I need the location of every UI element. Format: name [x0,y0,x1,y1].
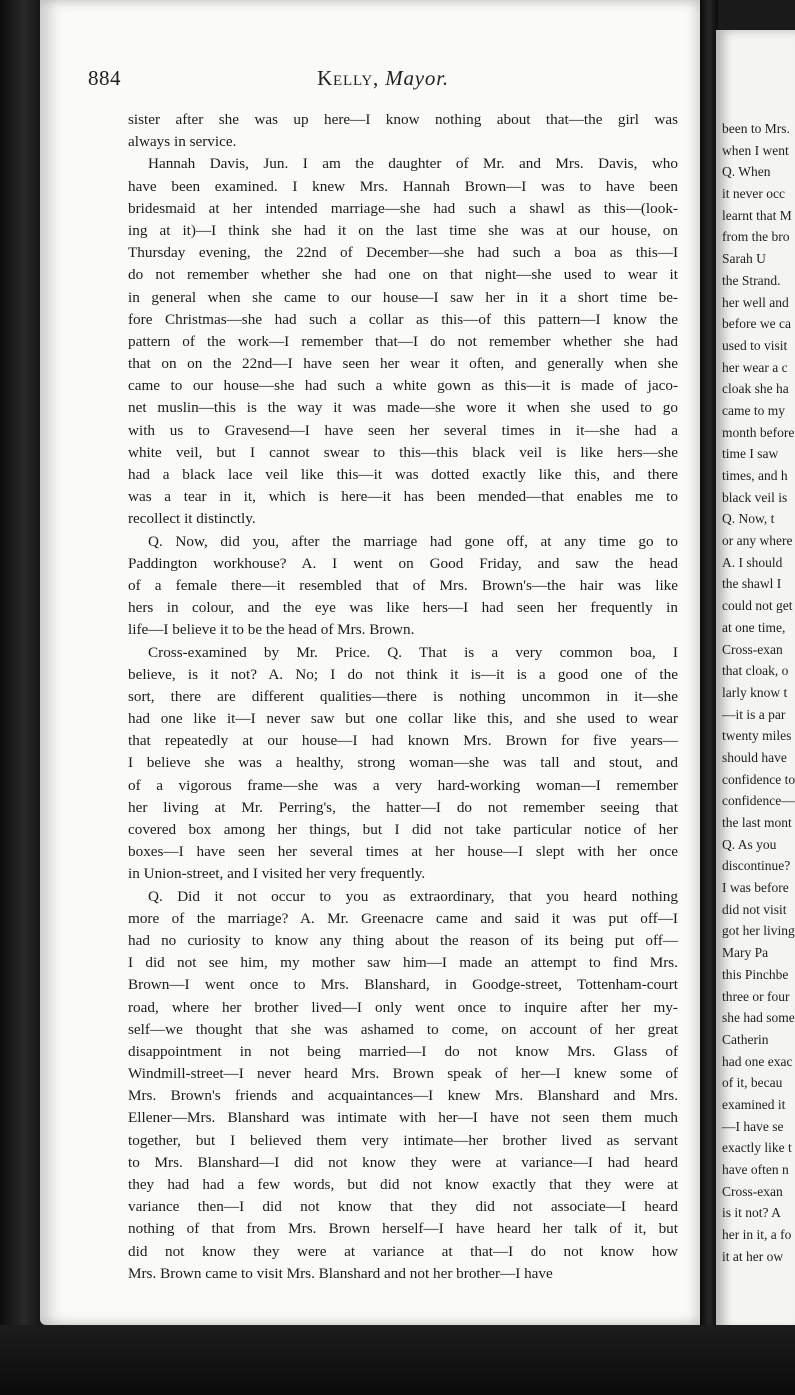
text-line: that on on the 22nd—I have seen her wear it often, and generally when she [128,355,678,373]
text-line: from the bro [722,229,790,245]
text-line: been to Mrs. [722,121,790,136]
text-line: to Mrs. Blanshard—I did not know they were at variance—I had heard [128,1153,678,1171]
text-line: —it is a par [722,706,786,722]
text-line: her living at Mr. Perring's, the hatter—I do not remember seeing that [128,798,678,816]
text-line: Cross-examined by Mr. Price. Q. That is a very common boa, I [148,643,678,661]
text-line: have been examined. I knew Mrs. Hannah Brown—I was to have been [128,177,678,195]
text-line: when I went [722,142,789,158]
text-line: had one exac [722,1053,793,1069]
text-line: Paddington workhouse? A. I went on Good Friday, and saw the head [128,554,678,572]
text-line: believe, is it not? A. No; I do not think it is—it is a good one of the [128,665,678,683]
text-line: exactly like t [722,1140,792,1156]
text-line: came to my [722,402,785,418]
text-line: that repeatedly at our house—I had known Mrs. Brown for five years— [128,732,678,750]
text-line: confidence to [722,771,795,787]
running-head-name: Kelly, [317,66,380,90]
text-line: Sarah U [722,251,766,267]
text-line: Cross-exan [722,1183,783,1199]
text-line: could not get [722,598,793,614]
text-line: in general when she came to our house—I saw her in it a short time be- [128,288,678,306]
text-line: discontinue? [722,858,791,874]
text-line: Cross-exan [722,641,783,657]
text-line: learnt that M [722,207,792,223]
text-line: at one time, [722,619,786,635]
text-line: road, where her brother lived—I only went once to inquire after her my- [128,998,678,1016]
text-line: had no curiosity to know any thing about the reason of its being put off— [128,931,678,949]
text-line: of it, becau [722,1075,783,1091]
text-line: of a female there—it resembled that of Mrs. Brown's—the hair was like [128,576,678,594]
page-bottom-shadow [0,1325,795,1395]
text-line: Q. Did it not occur to you as extraordinary, that you heard nothing [148,887,678,905]
text-line: bridesmaid at her intended marriage—she had such a shawl as this—(look- [128,199,678,217]
text-line: her in it, a fo [722,1227,792,1243]
text-line: got her living [722,923,795,939]
running-head [88,66,678,91]
text-line: I did not see him, my mother saw him—I made an attempt to find Mrs. [128,954,678,972]
text-line: did not know they were at variance at that—I do not know how [128,1242,678,1260]
right-page [716,30,795,1330]
text-line: the Strand. [722,272,781,288]
text-line: Ellener—Mrs. Blanshard was intimate with her—I have not seen them much [128,1109,678,1127]
text-line: had a black lace veil like this—it was dotted exactly like this, and there [128,466,678,483]
text-line: ing at it)—I think she had it on the last time she was at our house, on [128,221,678,239]
text-line: Q. When [722,164,771,180]
text-line: hers in colour, and the eye was like hers—I had seen her frequently in [128,599,678,617]
text-line: it at her ow [722,1248,784,1264]
text-line: Q. Now, did you, after the marriage had gone off, at any time go to [148,532,678,550]
text-line: Thursday evening, the 22nd of December—she had such a boa as this—I [128,244,678,262]
running-head-title: Mayor. [385,66,449,90]
page-number: 884 [88,66,121,90]
text-line: life—I believe it to be the head of Mrs. Brown. [128,621,415,639]
text-line: variance then—I did not know that they did not associate—I heard [128,1198,678,1216]
text-line: her wear a c [722,359,788,375]
text-line: I was before [722,880,789,896]
text-line: sister after she was up here—I know nothing about that—the girl was [128,111,678,128]
text-line: always in service. [128,133,237,151]
text-line: twenty miles [722,728,792,744]
text-line: recollect it distinctly. [128,510,256,528]
text-line: self—we thought that she was ashamed to come, on account of her great [128,1020,678,1038]
text-line: —I have se [722,1118,784,1134]
text-line: time I saw [722,446,779,462]
text-line: with us to Gravesend—I have seen her several times in it—she had a [128,421,678,439]
text-line: Catherin [722,1031,769,1047]
text-line: or any where [722,533,793,549]
text-line: she had some [722,1010,795,1026]
text-line: month before [722,424,795,440]
text-line: pattern of the work—I remember that—I do not remember whether she had [128,332,678,350]
left-page [40,0,700,1325]
text-line: is it not? A [722,1205,781,1221]
text-line: covered box among her things, but I did not take particular notice of her [128,821,678,838]
text-line: had one like it—I never saw but one collar like this, and she used to wear [128,710,678,728]
text-line: white veil, but I cannot swear to this—this black veil is like hers—she [128,443,678,461]
text-line: net muslin—this is the way it was made—she wore it when she used to go [128,399,678,417]
right-page-text [722,118,795,1267]
text-line: Q. Now, t [722,511,775,527]
text-line: I believe she was a healthy, strong woman—she was tall and stout, and [128,754,678,772]
text-line: Windmill-street—I never heard Mrs. Brown speak of her—I knew some of [128,1065,678,1083]
text-line: boxes—I have seen her several times at her house—I slept with her once [128,843,678,861]
text-line: disappointment in not being married—I do not know Mrs. Glass of [128,1042,678,1060]
text-line: the last mont [722,815,792,830]
text-line: they had had a few words, but did not know exactly that they were at [128,1176,678,1193]
text-line: cloak she ha [722,381,789,397]
body-text [128,109,678,1285]
text-line: three or four [722,988,790,1004]
text-line: should have [722,749,787,765]
text-line: did not visit [722,901,787,917]
text-line: of a vigorous frame—she was a very hard-working woman—I remember [128,776,678,794]
text-line: Q. As you [722,836,777,852]
text-line: Mrs. Brown came to visit Mrs. Blanshard and not her brother—I have [128,1264,553,1282]
text-line: do not remember whether she had one on that night—she used to wear it [128,266,678,284]
text-line: Mary Pa [722,945,769,961]
text-line: Mrs. Brown's friends and acquaintances—I knew Mrs. Blanshard and Mrs. [128,1087,678,1105]
text-line: nothing of that from Mrs. Brown herself—I have heard her talk of it, but [128,1220,678,1238]
text-line: examined it [722,1096,786,1112]
text-line: before we ca [722,316,791,332]
text-line: this Pinchbe [722,966,789,982]
text-line: times, and h [722,468,788,483]
text-line: Brown—I went once to Mrs. Blanshard, in Goodge-street, Tottenham-court [128,976,678,994]
text-line: came to our house—she had such a white gown as this—it is made of jaco- [128,377,678,395]
text-line: in Union-street, and I visited her very frequently. [128,865,426,883]
text-line: more of the marriage? A. Mr. Greenacre came and said it was put off—I [128,909,678,927]
text-line: used to visit [722,337,788,353]
book-binding-edge [0,0,40,1395]
text-line: together, but I believed them very intimate—her brother lived as servant [128,1131,678,1149]
page-header [88,66,678,98]
text-line: the shawl I [722,576,782,592]
text-line: Hannah Davis, Jun. I am the daughter of Mr. and Mrs. Davis, who [148,155,678,173]
text-line: it never occ [722,186,785,202]
text-line: that cloak, o [722,663,789,679]
text-line: larly know t [722,684,788,700]
text-line: was a tear in it, which is here—it has been mended—that enables me to [128,488,678,506]
text-line: confidence— [722,793,795,809]
text-line: black veil is [722,489,788,505]
text-line: her well and [722,294,789,310]
text-line: have often n [722,1162,789,1177]
text-line: fore Christmas—she had such a collar as this—of this pattern—I know the [128,310,678,328]
text-line: A. I should [722,554,783,570]
text-line: sort, there are different qualities—there is nothing uncommon in it—she [128,687,678,705]
